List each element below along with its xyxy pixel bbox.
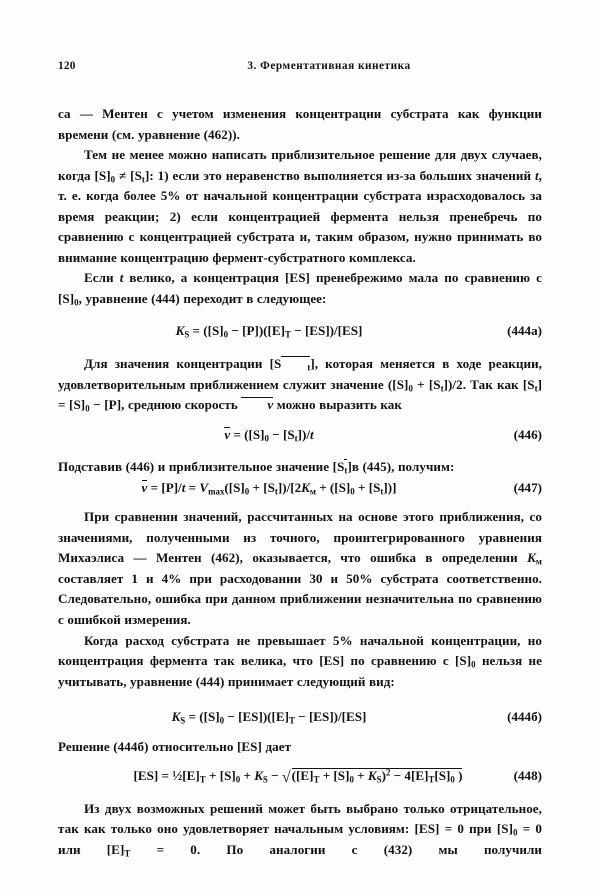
subscript-zero: 0	[349, 774, 354, 785]
subscript-T: T	[428, 774, 435, 785]
spacer	[58, 498, 542, 507]
running-title: 3. Ферментативная кинетика	[247, 60, 411, 72]
subscript-T: T	[313, 774, 320, 785]
paragraph-2: Тем не менее можно написать приблизительное решение для двух случаев, когда $[S]_0 \ne [S_t]$: 1) если это неравенство выполняется из-за больших значений t, т. е. когда более 5% от начальной концентрации субстрата израсходовалось за время реакции; 2) если концентрацией фермента нельзя пренебречь по сравнению с концентрацией субстрата и, таким образом, нужно принимать во внимание концентрацию фермент-субстратного комплекса.	[58, 147, 542, 265]
subscript-S: S	[262, 774, 268, 785]
equation-444a	[58, 321, 542, 342]
symbol-K: K	[171, 709, 181, 725]
subscript-zero: 0	[74, 297, 79, 308]
subscript-t: t	[344, 465, 348, 476]
running-head	[58, 60, 542, 78]
subscript-max: max	[208, 486, 225, 497]
spacer	[58, 416, 542, 425]
subscript-T: T	[199, 774, 206, 785]
symbol-K: K	[301, 479, 310, 495]
subscript-t: t	[141, 173, 145, 184]
symbol-K: K	[367, 768, 377, 784]
paragraph-7: Когда расход субстрата не превышает 5% начальной концентрации, но концентрация фермента так велика, что [ES] по сравнению с $[S]_0$ нельзя не учитывать, уравнение (444) принимает следующий вид:	[58, 632, 542, 689]
equation-number-447: (447)	[513, 479, 542, 495]
paragraph-3: Если t велико, а концентрация [ES] пренебрежимо мала по сравнению с $[S]_0$, уравнение (444) переходит в следующее:	[58, 270, 542, 308]
variable-v: v	[141, 479, 148, 495]
equation-444b-body: $K_S = ([S]_0 - [ES])([E]_T - [ES])/[ES]$	[171, 709, 367, 726]
variable-t: t	[534, 167, 539, 183]
radical-sign: √	[281, 768, 291, 786]
superscript-two: 2	[385, 767, 391, 778]
symbol-K: K	[254, 768, 263, 784]
equation-448	[58, 766, 542, 787]
subscript-t: t	[440, 382, 444, 393]
fraction-one-half: ½	[172, 768, 183, 784]
subscript-t: t	[380, 486, 384, 497]
subscript-M: м	[309, 486, 316, 497]
variable-t: t	[119, 270, 124, 286]
paragraph-6: При сравнении значений, рассчитанных на основе этого приближения, со значениями, полученными из точного, проинтегрированного уравнения Михаэлиса — Ментен (462), оказывается, что ошибка в определении $K_м$ составляет 1 и 4% при расходовании 30 и 50% субстрата соответственно. Следовательно, ошибка при данном приближении незначительна по сравнению с ошибкой измерения.	[58, 509, 542, 628]
paragraph-9: Из двух возможных решений может быть выбрано только отрицательное, так как только оно удовлетворяет начальным условиям: [ES] = 0 при $[S]_0 = 0$ или $[E]_T = 0$. По аналогии с (432) мы получили	[58, 800, 542, 859]
subscript-t: t	[274, 486, 278, 497]
subscript-zero: 0	[471, 659, 476, 670]
symbol-K: K	[527, 550, 536, 566]
overline-group	[281, 356, 311, 373]
equation-448-body: $[ES] = \frac{1}{2}[E]_T + [S]_0 + K_S - √([E]_T + [S]_0 + K_S)^2 - 4[E]_T[S]_0$ )	[58, 766, 542, 788]
page-body	[58, 104, 542, 881]
subscript-zero: 0	[219, 715, 225, 726]
equation-number-444b: (444б)	[507, 709, 542, 725]
subscript-S: S	[184, 329, 190, 340]
radical	[282, 766, 463, 788]
variable-t: t	[181, 479, 186, 495]
equation-number-446: (446)	[513, 426, 542, 442]
subscript-zero: 0	[244, 486, 250, 497]
equation-444a-body: $K_S = ([S]_0 - [P])([E]_T - [ES])/[ES]$	[175, 323, 363, 340]
radicand: $([E]_T + [S]_0 + K_S)^2 - 4[E]_T[S]_0$ )	[291, 767, 463, 785]
subscript-zero: 0	[450, 774, 455, 785]
equation-447-body: $v = [P]/t = V_{max}([S]_0 + [S_t])/[2K_м + ([S]_0 + [S_t])]$	[141, 479, 397, 497]
subscript-t: t	[307, 362, 311, 373]
spacer	[58, 728, 542, 737]
equation-444b	[58, 707, 542, 728]
subscript-zero: 0	[408, 382, 413, 393]
subscript-S: S	[376, 774, 382, 785]
subscript-zero: 0	[513, 827, 518, 838]
equation-number-444a: (444а)	[507, 323, 542, 339]
variable-v: v	[267, 397, 274, 413]
subscript-T: T	[285, 329, 291, 340]
variable-t: t	[309, 426, 314, 442]
paragraph-1: са — Ментен с учетом изменения концентрации субстрата как функции времени (см. уравнение (462)).	[58, 106, 542, 142]
variable-v: v	[224, 426, 231, 442]
spacer	[58, 757, 542, 766]
symbol-V: V	[199, 479, 209, 495]
subscript-M: м	[535, 556, 542, 567]
subscript-zero: 0	[223, 329, 229, 340]
subscript-T: T	[124, 848, 131, 859]
page-number: 120	[58, 60, 76, 72]
subscript-zero: 0	[110, 173, 116, 184]
overline-v	[241, 397, 273, 411]
subscript-zero: 0	[350, 486, 355, 497]
subscript-zero: 0	[235, 774, 241, 785]
subscript-zero: 0	[85, 403, 90, 414]
spacer	[58, 445, 542, 457]
paragraph-8: Решение (444б) относительно [ES] дает	[58, 738, 292, 754]
subscript-S: S	[180, 715, 186, 726]
equation-number-448: (448)	[513, 768, 542, 784]
subscript-T: T	[289, 715, 295, 726]
paragraph-4: Для значения концентрации [S $_t$], которая меняется в ходе реакции, удовлетворительным приближением служит значение $([S]_0 + [S_t])/2$. Так как $[S_t] = [S]_0 - [P]$, среднюю скорость v можно выразить как	[58, 356, 543, 414]
spacer	[58, 787, 542, 799]
equation-447	[58, 478, 542, 499]
subscript-t: t	[534, 382, 538, 393]
symbol-K: K	[175, 323, 185, 339]
spacer	[58, 309, 542, 321]
equation-446	[58, 425, 542, 446]
paragraph-5: Подставив (446) и приблизительное значение $[S_t]в$ (445), получим:	[58, 459, 455, 476]
spacer	[58, 692, 542, 707]
spacer	[58, 342, 542, 354]
equation-446-body: $v = ([S]_0 - [S_t])/t$	[224, 426, 314, 443]
subscript-t: t	[294, 432, 298, 443]
subscript-zero: 0	[264, 432, 269, 443]
